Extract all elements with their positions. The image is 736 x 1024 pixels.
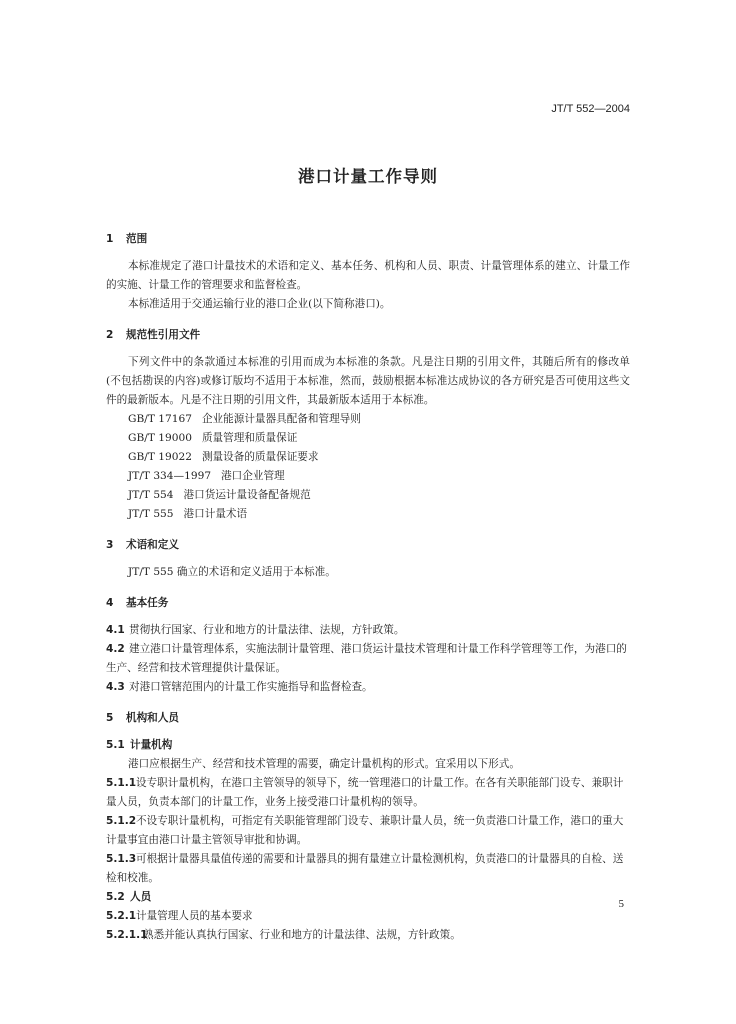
section-number: 3: [106, 539, 114, 551]
section-4-heading: [106, 594, 630, 613]
clause-text: 设专职计量机构，在港口主管领导的领导下，统一管理港口的计量工作。在各有关职能部门设专、兼职计量人员，负责本部门的计量工作，业务上接受港口计量机构的领导。: [106, 777, 624, 808]
standard-code: JT/T 552—2004: [551, 103, 630, 115]
clause-number: 5.2.1: [106, 910, 137, 922]
section-1-paragraph-2: 本标准适用于交通运输行业的港口企业(以下简称港口)。: [128, 298, 391, 310]
section-5-heading: [106, 709, 630, 728]
clause-5-2-1: [106, 907, 630, 926]
clause-5-2-heading: [106, 888, 630, 907]
document-title: 港口计量工作导则: [298, 167, 438, 186]
reference-code: JT/T 555: [128, 508, 174, 520]
clause-number: 5.1.2: [106, 815, 137, 827]
section-title: 规范性引用文件: [126, 329, 201, 341]
reference-name: 港口货运计量设备配备规范: [183, 489, 311, 501]
reference-item: [106, 505, 630, 524]
section-title: 基本任务: [126, 597, 169, 609]
clause-number: 5.1: [106, 739, 125, 751]
reference-item: [106, 410, 630, 429]
reference-item: [106, 467, 630, 486]
clause-5-1-3: [106, 850, 630, 888]
section-title: 术语和定义: [126, 539, 179, 551]
reference-code: GB/T 17167: [128, 413, 192, 425]
clause-5-1-2: [106, 812, 630, 850]
clause-number: 4.2: [106, 643, 125, 655]
clause-number: 5.1.3: [106, 853, 137, 865]
clause-number: 5.2: [106, 891, 125, 903]
clause-number: 5.1.1: [106, 777, 137, 789]
section-title: 机构和人员: [126, 712, 179, 724]
section-number: 1: [106, 233, 114, 245]
section-1-heading: [106, 230, 630, 249]
reference-name: 港口企业管理: [221, 470, 285, 482]
clause-5-2-1-1: [106, 926, 630, 945]
section-title: 范围: [126, 233, 148, 245]
reference-name: 质量管理和质量保证: [201, 432, 298, 444]
clause-5-1-heading: [106, 736, 630, 755]
section-2-heading: [106, 326, 630, 345]
reference-item: [106, 486, 630, 505]
clause-4-3: [106, 678, 630, 697]
clause-5-1-1: [106, 774, 630, 812]
clause-text: 贯彻执行国家、行业和地方的计量法律、法规，方针政策。: [129, 624, 405, 636]
section-number: 5: [106, 712, 114, 724]
document-body: [106, 230, 630, 945]
section-3-heading: [106, 536, 630, 555]
clause-text: 建立港口计量管理体系，实施法制计量管理、港口货运计量技术管理和计量工作科学管理等工作，为港口的生产、经营和技术管理提供计量保证。: [106, 643, 627, 674]
section-number: 4: [106, 597, 114, 609]
clause-number: 5.2.1.1: [106, 929, 148, 941]
reference-code: JT/T 554: [128, 489, 174, 501]
clause-text: 不设专职计量机构，可指定有关职能管理部门设专、兼职计量人员，统一负责港口计量工作，港口的重大计量事宜由港口计量主管领导审批和协调。: [106, 815, 624, 846]
clause-4-2: [106, 640, 630, 678]
reference-name: 企业能源计量器具配备和管理导则: [201, 413, 361, 425]
reference-name: 测量设备的质量保证要求: [201, 451, 319, 463]
reference-code: GB/T 19022: [128, 451, 192, 463]
section-number: 2: [106, 329, 114, 341]
reference-item: [106, 429, 630, 448]
clause-text: 可根据计量器具量值传递的需要和计量器具的拥有量建立计量检测机构，负责港口的计量器具的自检、送检和校准。: [106, 853, 624, 884]
reference-code: GB/T 19000: [128, 432, 192, 444]
clause-title: 人员: [130, 891, 152, 903]
section-2-paragraph-1: 下列文件中的条款通过本标准的引用而成为本标准的条款。凡是注日期的引用文件，其随后所有的修改单(不包括勘误的内容)或修订版均不适用于本标准，然而，鼓励根据本标准达成协议的各方研究是否可使用这些文件的最新版本。凡是不注日期的引用文件，其最新版本适用于本标准。: [106, 356, 630, 406]
reference-code: JT/T 334—1997: [128, 470, 212, 482]
section-1-paragraph-1: 本标准规定了港口计量技术的术语和定义、基本任务、机构和人员、职责、计量管理体系的建立、计量工作的实施、计量工作的管理要求和监督检查。: [106, 260, 630, 291]
reference-name: 港口计量术语: [183, 508, 248, 520]
clause-text: 计量管理人员的基本要求: [136, 910, 253, 922]
clause-5-1-paragraph: 港口应根据生产、经营和技术管理的需要，确定计量机构的形式。宜采用以下形式。: [128, 758, 520, 770]
page-number: 5: [618, 898, 624, 910]
clause-number: 4.1: [106, 624, 125, 636]
clause-text: 对港口管辖范围内的计量工作实施指导和监督检查。: [129, 681, 373, 693]
clause-4-1: [106, 621, 630, 640]
clause-number: 4.3: [106, 681, 125, 693]
clause-text: 熟悉并能认真执行国家、行业和地方的计量法律、法规，方针政策。: [143, 929, 461, 941]
clause-title: 计量机构: [130, 739, 173, 751]
reference-item: [106, 448, 630, 467]
section-3-paragraph-1: JT/T 555 确立的术语和定义适用于本标准。: [128, 566, 336, 578]
